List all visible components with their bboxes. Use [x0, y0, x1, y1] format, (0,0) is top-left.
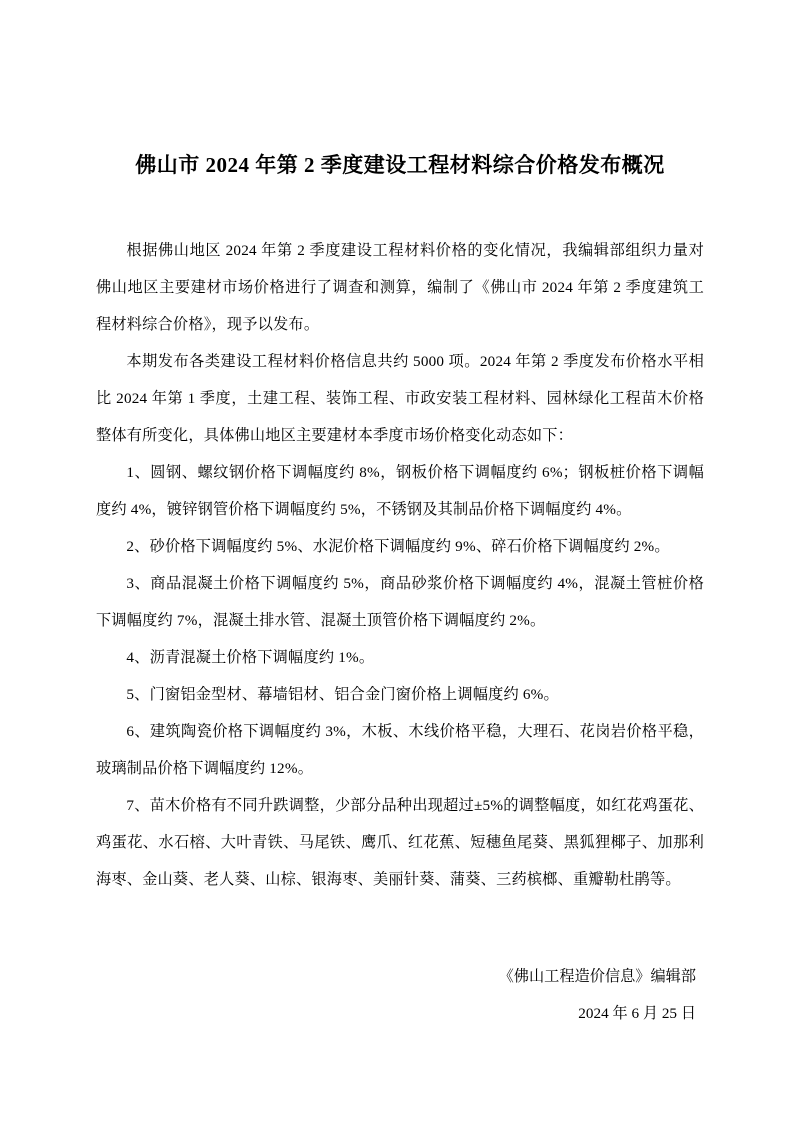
- paragraph-item-5: 5、门窗铝金型材、幕墙铝材、铝合金门窗价格上调幅度约 6%。: [126, 686, 559, 703]
- document-content: [96, 0, 704, 1032]
- paragraph-item-4: 4、沥青混凝土价格下调幅度约 1%。: [126, 649, 375, 666]
- paragraph-item-6: 6、建筑陶瓷价格下调幅度约 3%，木板、木线价格平稳，大理石、花岗岩价格平稳，玻璃制品价格下调幅度约 12%。: [96, 723, 704, 777]
- paragraph-intro: 根据佛山地区 2024 年第 2 季度建设工程材料价格的变化情况，我编辑部组织力量对佛山地区主要建材市场价格进行了调查和测算，编制了《佛山市 2024 年第 2 季度建筑工程材料综合价格》，现予以发布。: [96, 242, 704, 333]
- paragraph-item-1: 1、圆钢、螺纹钢价格下调幅度约 8%，钢板价格下调幅度约 6%；钢板桩价格下调幅度约 4%，镀锌钢管价格下调幅度约 5%，不锈钢及其制品价格下调幅度约 4%。: [96, 464, 704, 518]
- signature-date: 2024 年 6 月 25 日: [578, 1005, 696, 1022]
- paragraph-overview: 本期发布各类建设工程材料价格信息共约 5000 项。2024 年第 2 季度发布价格水平相比 2024 年第 1 季度，土建工程、装饰工程、市政安装工程材料、园林绿化工程苗木价格整体有所变化，具体佛山地区主要建材本季度市场价格变化动态如下：: [96, 353, 704, 444]
- paragraph-item-3: 3、商品混凝土价格下调幅度约 5%，商品砂浆价格下调幅度约 4%，混凝土管桩价格下调幅度约 7%，混凝土排水管、混凝土顶管价格下调幅度约 2%。: [96, 575, 704, 629]
- paragraph-item-2: 2、砂价格下调幅度约 5%、水泥价格下调幅度约 9%、碎石价格下调幅度约 2%。: [126, 538, 670, 555]
- paragraph-item-7: 7、苗木价格有不同升跌调整，少部分品种出现超过±5%的调整幅度，如红花鸡蛋花、鸡蛋花、水石榕、大叶青铁、马尾铁、鹰爪、红花蕉、短穗鱼尾葵、黑狐狸椰子、加那利海枣、金山葵、老人葵、山棕、银海枣、美丽针葵、蒲葵、三药槟榔、重瓣勒杜鹃等。: [96, 797, 704, 888]
- signature-block: [96, 958, 704, 1032]
- signature-department: 《佛山工程造价信息》编辑部: [498, 968, 696, 985]
- document-body: [96, 232, 704, 898]
- page-title: 佛山市 2024 年第 2 季度建设工程材料综合价格发布概况: [135, 153, 665, 177]
